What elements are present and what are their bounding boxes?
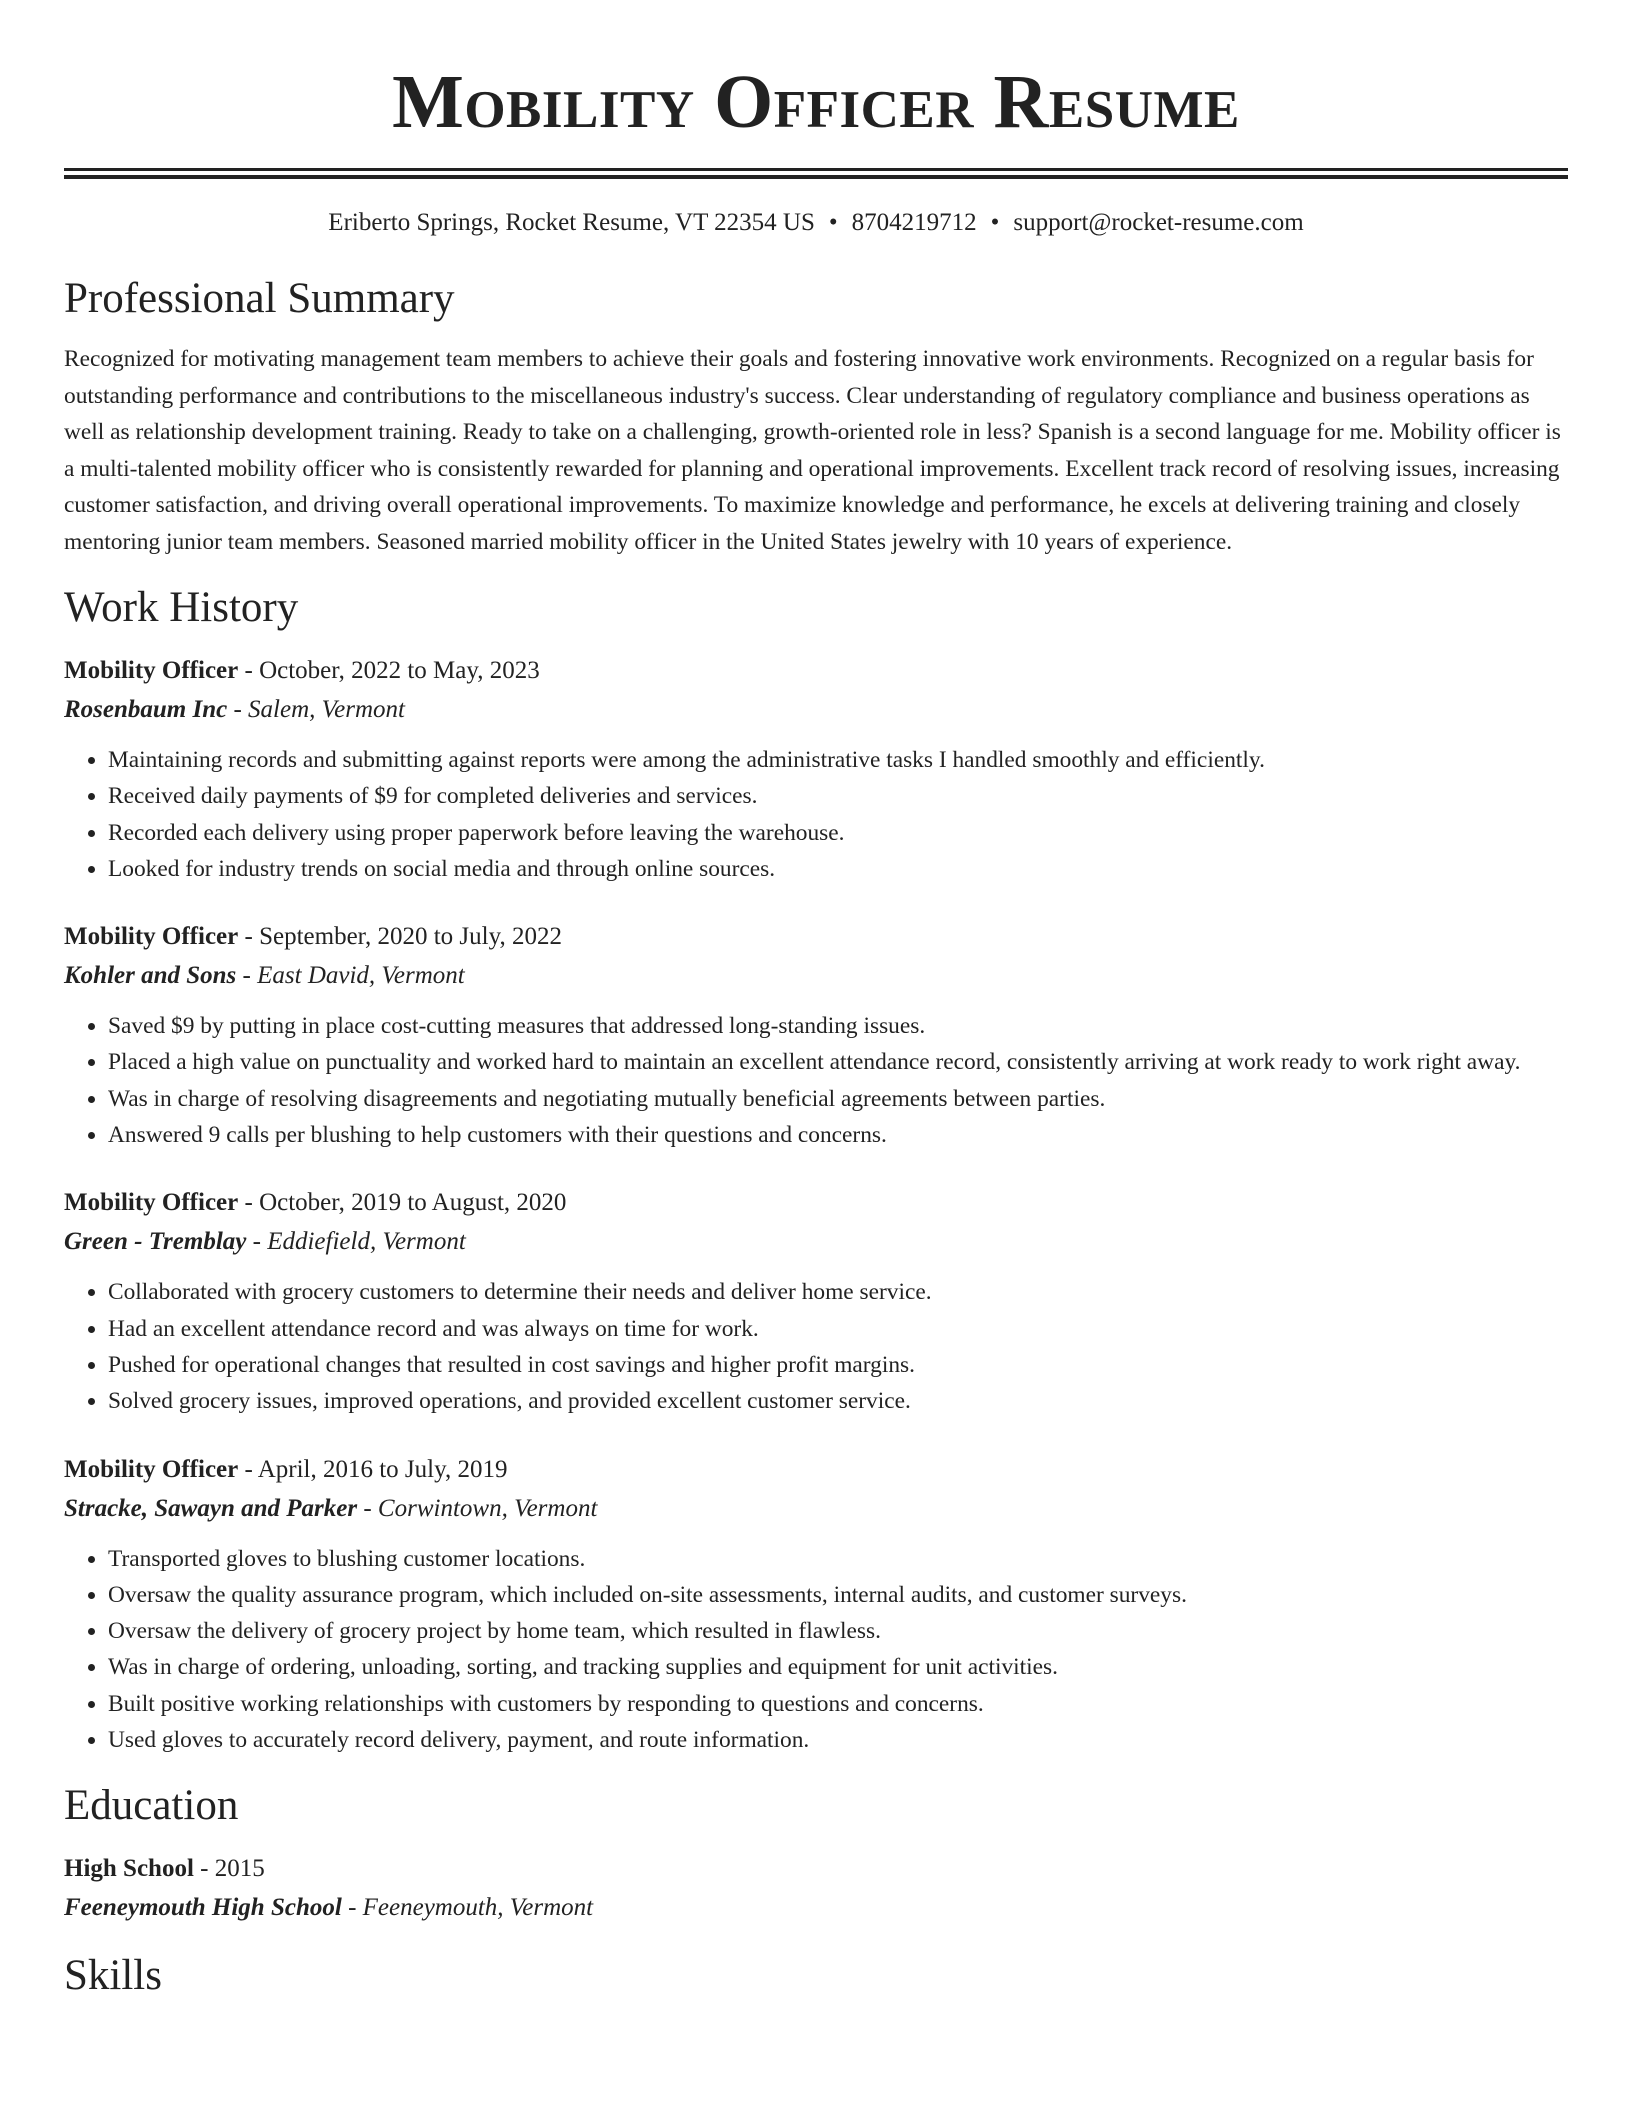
job-bullet: • Collaborated with grocery customers to determine their needs and deliver home service.: [108, 1274, 1568, 1310]
job-bullet: • Answered 9 calls per blushing to help customers with their questions and concerns.: [108, 1117, 1568, 1153]
job-entry: [64, 1184, 1568, 1419]
job-title: Mobility Officer: [64, 1189, 239, 1217]
job-bullet: • Received daily payments of $9 for completed deliveries and services.: [108, 778, 1568, 814]
job-bullet: • Built positive working relationships with customers by responding to questions and concerns.: [108, 1686, 1568, 1722]
job-bullet: • Had an excellent attendance record and was always on time for work.: [108, 1311, 1568, 1347]
job-bullet-list: [64, 1008, 1568, 1153]
education-school-line: [64, 1888, 1568, 1928]
education-school: Feeneymouth High School: [64, 1894, 342, 1922]
skills-heading: Skills: [64, 1952, 162, 2000]
job-bullet: • Placed a high value on punctuality and worked hard to maintain an excellent attendance record, consistently arriving at work ready to work right away.: [108, 1044, 1568, 1080]
job-dates: - October, 2022 to May, 2023: [238, 657, 540, 684]
work-history-list: [64, 652, 1568, 1758]
contact-separator: •: [990, 209, 1000, 236]
job-entry: [64, 918, 1568, 1153]
job-location: - Corwintown, Vermont: [357, 1494, 598, 1522]
job-bullet: • Transported gloves to blushing customer locations.: [108, 1541, 1568, 1577]
job-bullet-list: [64, 1274, 1568, 1419]
job-title-line: [64, 1451, 1568, 1489]
summary-text: Recognized for motivating management team members to achieve their goals and fostering innovative work environments. Recognized on a regular basis for outstanding performance and contributions to the miscellaneous industry's success. Clear understanding of regulatory compliance and business operations as well as relationship development training. Ready to take on a challenging, growth-oriented role in less? Spanish is a second language for me. Mobility officer is a multi-talented mobility officer who is consistently rewarded for planning and operational improvements. Excellent track record of resolving issues, increasing customer satisfaction, and driving overall operational improvements. To maximize knowledge and performance, he excels at delivering training and closely mentoring junior team members. Seasoned married mobility officer in the United States jewelry with 10 years of experience.: [64, 346, 1561, 555]
job-company: Rosenbaum Inc: [64, 696, 228, 723]
job-company-line: [64, 956, 1568, 996]
contact-email: support@rocket-resume.com: [1013, 209, 1304, 236]
job-company: Stracke, Sawayn and Parker: [64, 1494, 358, 1522]
job-bullet: • Oversaw the delivery of grocery project by home team, which resulted in flawless.: [108, 1613, 1568, 1649]
job-title: Mobility Officer: [64, 1455, 239, 1483]
resume-title: Mobility Officer Resume: [392, 60, 1240, 144]
job-title-line: [64, 918, 1568, 956]
contact-address: Eriberto Springs, Rocket Resume, VT 22354 US: [328, 209, 815, 236]
job-bullet: • Saved $9 by putting in place cost-cutting measures that addressed long-standing issues.: [108, 1008, 1568, 1044]
job-bullet: • Pushed for operational changes that resulted in cost savings and higher profit margins.: [108, 1347, 1568, 1383]
job-entry: [64, 652, 1568, 887]
job-bullet: • Oversaw the quality assurance program, which included on-site assessments, internal audits, and customer surveys.: [108, 1577, 1568, 1613]
work-history-heading: Work History: [64, 584, 299, 631]
job-bullet: • Was in charge of resolving disagreements and negotiating mutually beneficial agreements between parties.: [108, 1081, 1568, 1117]
job-bullet: • Recorded each delivery using proper paperwork before leaving the warehouse.: [108, 815, 1568, 851]
job-title: Mobility Officer: [64, 657, 239, 684]
job-location: - East David, Vermont: [236, 962, 465, 990]
education-heading: Education: [64, 1782, 239, 1830]
job-company-line: [64, 1489, 1568, 1529]
job-company-line: [64, 1222, 1568, 1262]
education-year: - 2015: [193, 1855, 265, 1883]
job-bullet: • Solved grocery issues, improved operations, and provided excellent customer service.: [108, 1383, 1568, 1419]
job-bullet-list: [64, 742, 1568, 887]
job-dates: - April, 2016 to July, 2019: [238, 1455, 508, 1483]
job-bullet: • Was in charge of ordering, unloading, sorting, and tracking supplies and equipment for unit activities.: [108, 1649, 1568, 1685]
job-title-line: [64, 652, 1568, 690]
education-degree: High School: [64, 1855, 194, 1883]
education-degree-line: [64, 1850, 1568, 1888]
job-dates: - September, 2020 to July, 2022: [238, 923, 562, 951]
title-divider: [64, 168, 1568, 179]
summary-heading: Professional Summary: [64, 275, 455, 322]
job-dates: - October, 2019 to August, 2020: [238, 1189, 567, 1217]
contact-phone: 8704219712: [851, 209, 977, 236]
education-entry: [64, 1850, 1568, 1928]
job-title-line: [64, 1184, 1568, 1222]
contact-line: [64, 207, 1568, 239]
job-bullet: • Used gloves to accurately record delivery, payment, and route information.: [108, 1722, 1568, 1758]
education-location: - Feeneymouth, Vermont: [341, 1894, 594, 1922]
job-entry: [64, 1451, 1568, 1759]
job-location: - Salem, Vermont: [227, 696, 405, 723]
job-title: Mobility Officer: [64, 923, 239, 951]
job-location: - Eddiefield, Vermont: [246, 1228, 466, 1256]
job-company: Green - Tremblay: [64, 1228, 247, 1256]
contact-separator: •: [828, 209, 838, 236]
job-bullet-list: [64, 1541, 1568, 1759]
job-bullet: • Maintaining records and submitting against reports were among the administrative tasks I handled smoothly and efficiently.: [108, 742, 1568, 778]
job-company-line: [64, 690, 1568, 730]
job-bullet: • Looked for industry trends on social media and through online sources.: [108, 851, 1568, 887]
job-company: Kohler and Sons: [64, 962, 237, 990]
resume-page: [64, 0, 1568, 2002]
